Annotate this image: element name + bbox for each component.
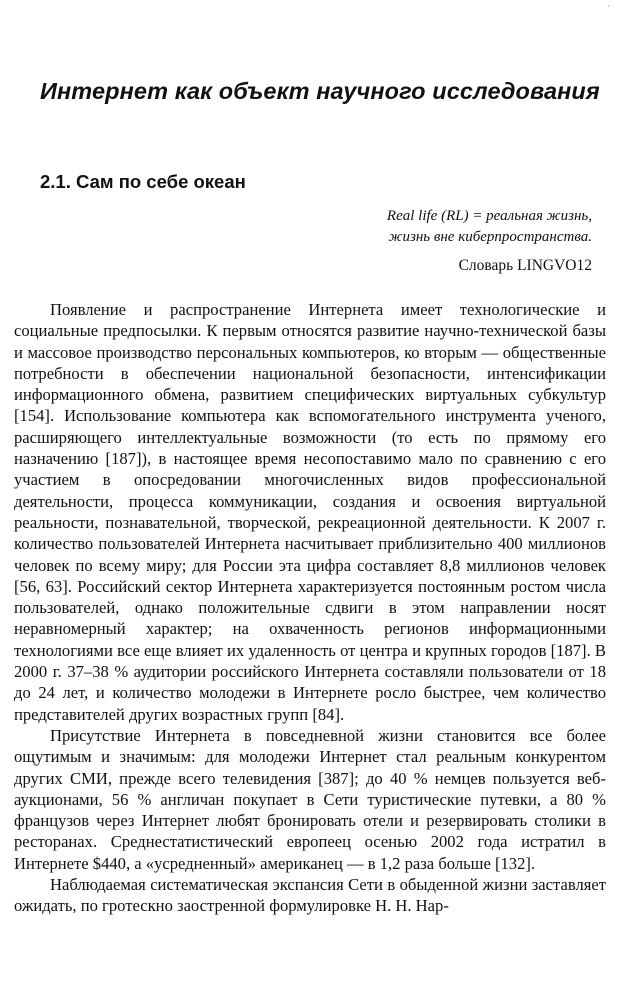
body-text xyxy=(14,299,606,917)
epigraph-quote xyxy=(192,206,592,248)
epigraph-quote-line-1: Real life (RL) = реальная жизнь, xyxy=(386,208,592,224)
page-edge-mark: · xyxy=(607,2,610,11)
paragraph-3: Наблюдаемая систематическая экспансия Сети в обыденной жизни заставляет ожидать, по гротескно заостренной формулировке Н. Н. Нар- xyxy=(14,875,606,916)
epigraph-source: Словарь LINGVO12 xyxy=(458,257,592,274)
chapter-title: Интернет как объект научного исследования xyxy=(40,78,600,104)
epigraph-quote-line-2: жизнь вне киберпространства. xyxy=(388,229,592,245)
paragraph-2: Присутствие Интернета в повседневной жизни становится все более ощутимым и значимым: для молодежи Интернет стал реальным конкурентом других СМИ, прежде всего телевидения [387]; до 40 % немцев пользуется веб-аукционами, 56 % англичан покупает в Сети туристические путевки, а 80 % французов через Интернет любят бронировать отели и резервировать столики в ресторанах. Среднестатистический европеец осенью 2002 года истратил в Интернете $440, а «усредненный» американец — в 1,2 раза больше [132]. xyxy=(14,725,606,873)
section-title: 2.1. Сам по себе океан xyxy=(40,171,246,192)
epigraph xyxy=(192,206,592,276)
paragraph-1: Появление и распространение Интернета имеет технологические и социальные предпосылки. К первым относятся развитие научно-технической базы и массовое производство персональных компьютеров, ко вторым — общественные потребности в обеспечении национальной безопасности, интенсификации информационного обмена, развитием специфических виртуальных субкультур [154]. Использование компьютера как вспомогательного инструмента ученого, расширяющего интеллектуальные возможности (то есть по прямому его назначению [187]), в настоящее время несопоставимо мало по сравнению с его участием в опосредовании многочисленных видов профессиональной деятельности, процесса коммуникации, создания и освоения виртуальной реальности, познавательной, творческой, рекреационной деятельности. К 2007 г. количество пользователей Интернета насчитывает приблизительно 400 миллионов человек по всему миру; для России эта цифра составляет 8,8 миллионов человек [56, 63]. Российский сектор Интернета характеризуется постоянным ростом числа пользователей, однако положительные сдвиги в этом направлении носят неравномерный характер; на охваченность регионов информационными технологиями все еще влияет их удаленность от центра и крупных городов [187]. В 2000 г. 37–38 % аудитории российского Интернета составляли пользователи от 18 до 24 лет, и количество молодежи в Интернете росло быстрее, чем количество представителей других возрастных групп [84]. xyxy=(14,300,606,724)
